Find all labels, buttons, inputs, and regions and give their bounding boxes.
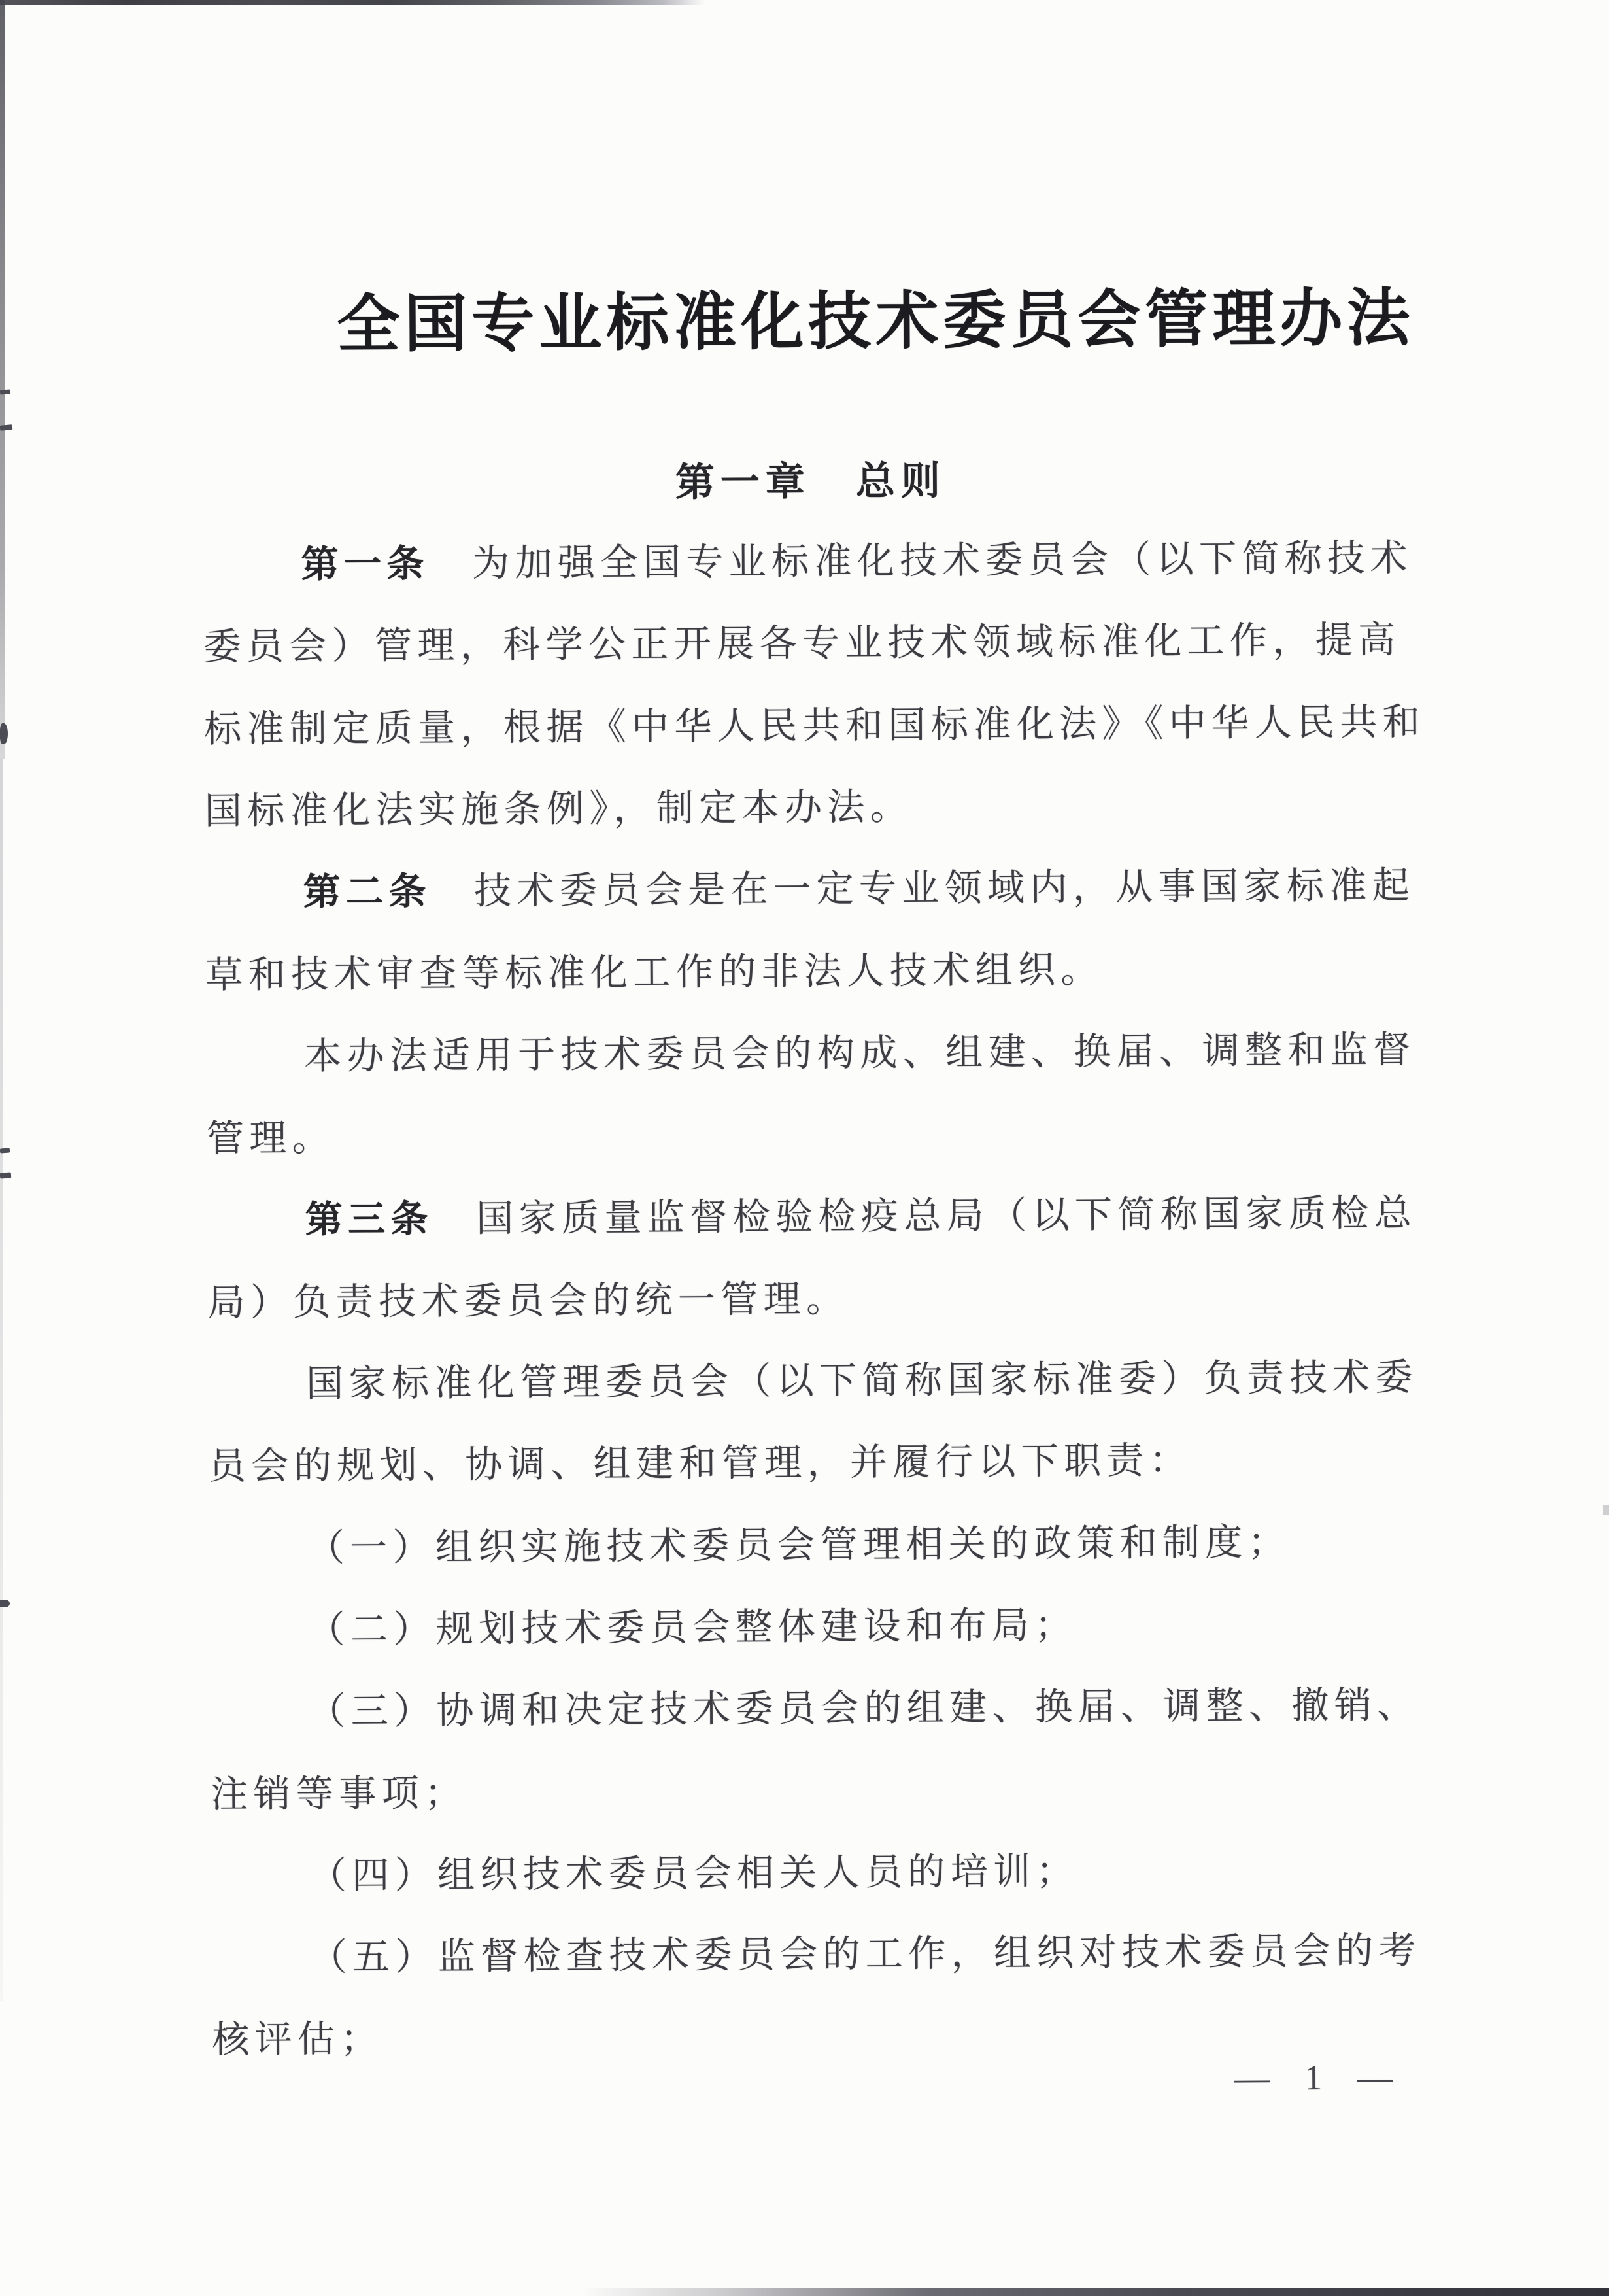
page-number: — 1 —	[1234, 2057, 1406, 2098]
article-label: 第二条	[303, 871, 432, 914]
document-title: 全国专业标准化技术委员会管理办法	[337, 283, 1415, 360]
text-line: 本办法适用于技术委员会的构成、组建、换届、调整和监督	[304, 1029, 1416, 1078]
chapter-heading: 第一章 总则	[675, 458, 947, 504]
text-line: 管理。	[206, 1118, 335, 1160]
text-line: 委员会）管理，科学公正开展各专业技术领域标准化工作，提高	[203, 619, 1401, 668]
text-line: 国标准化法实施条例》，制定本办法。	[204, 786, 913, 832]
text-line: 局）负责技术委员会的统一管理。	[207, 1278, 849, 1324]
text-line: 草和技术审查等标准化工作的非法人技术组织。	[205, 949, 1104, 997]
text-line: （一）组织实施技术委员会管理相关的政策和制度；	[307, 1522, 1291, 1569]
text-line: 标准制定质量，根据《中华人民共和国标准化法》《中华人民共和	[203, 701, 1426, 751]
text-line: （四）组织技术委员会相关人员的培训；	[309, 1851, 1079, 1897]
text-line: 国家标准化管理委员会（以下简称国家标准委）负责技术委	[306, 1357, 1418, 1405]
text-line: （三）协调和决定技术委员会的组建、换届、调整、撤销、	[308, 1685, 1420, 1733]
text-line: 第一条 为加强全国专业标准化技术委员会（以下简称技术	[301, 538, 1414, 586]
text-line: 员会的规划、协调、组建和管理，并履行以下职责：	[208, 1440, 1193, 1488]
text-line: 核评估；	[212, 2018, 384, 2061]
article-label: 第一条	[301, 543, 430, 586]
text-line: 注销等事项；	[210, 1772, 467, 1816]
text-line: （五）监督检查技术委员会的工作，组织对技术委员会的考	[309, 1930, 1422, 1979]
text-line: 第三条 国家质量监督检验检疫总局（以下简称国家质检总	[305, 1193, 1417, 1241]
text-line: （二）规划技术委员会整体建设和布局；	[307, 1605, 1077, 1651]
text-line: 第二条 技术委员会是在一定专业领域内，从事国家标准起	[303, 865, 1415, 914]
article-label: 第三条	[305, 1199, 434, 1241]
